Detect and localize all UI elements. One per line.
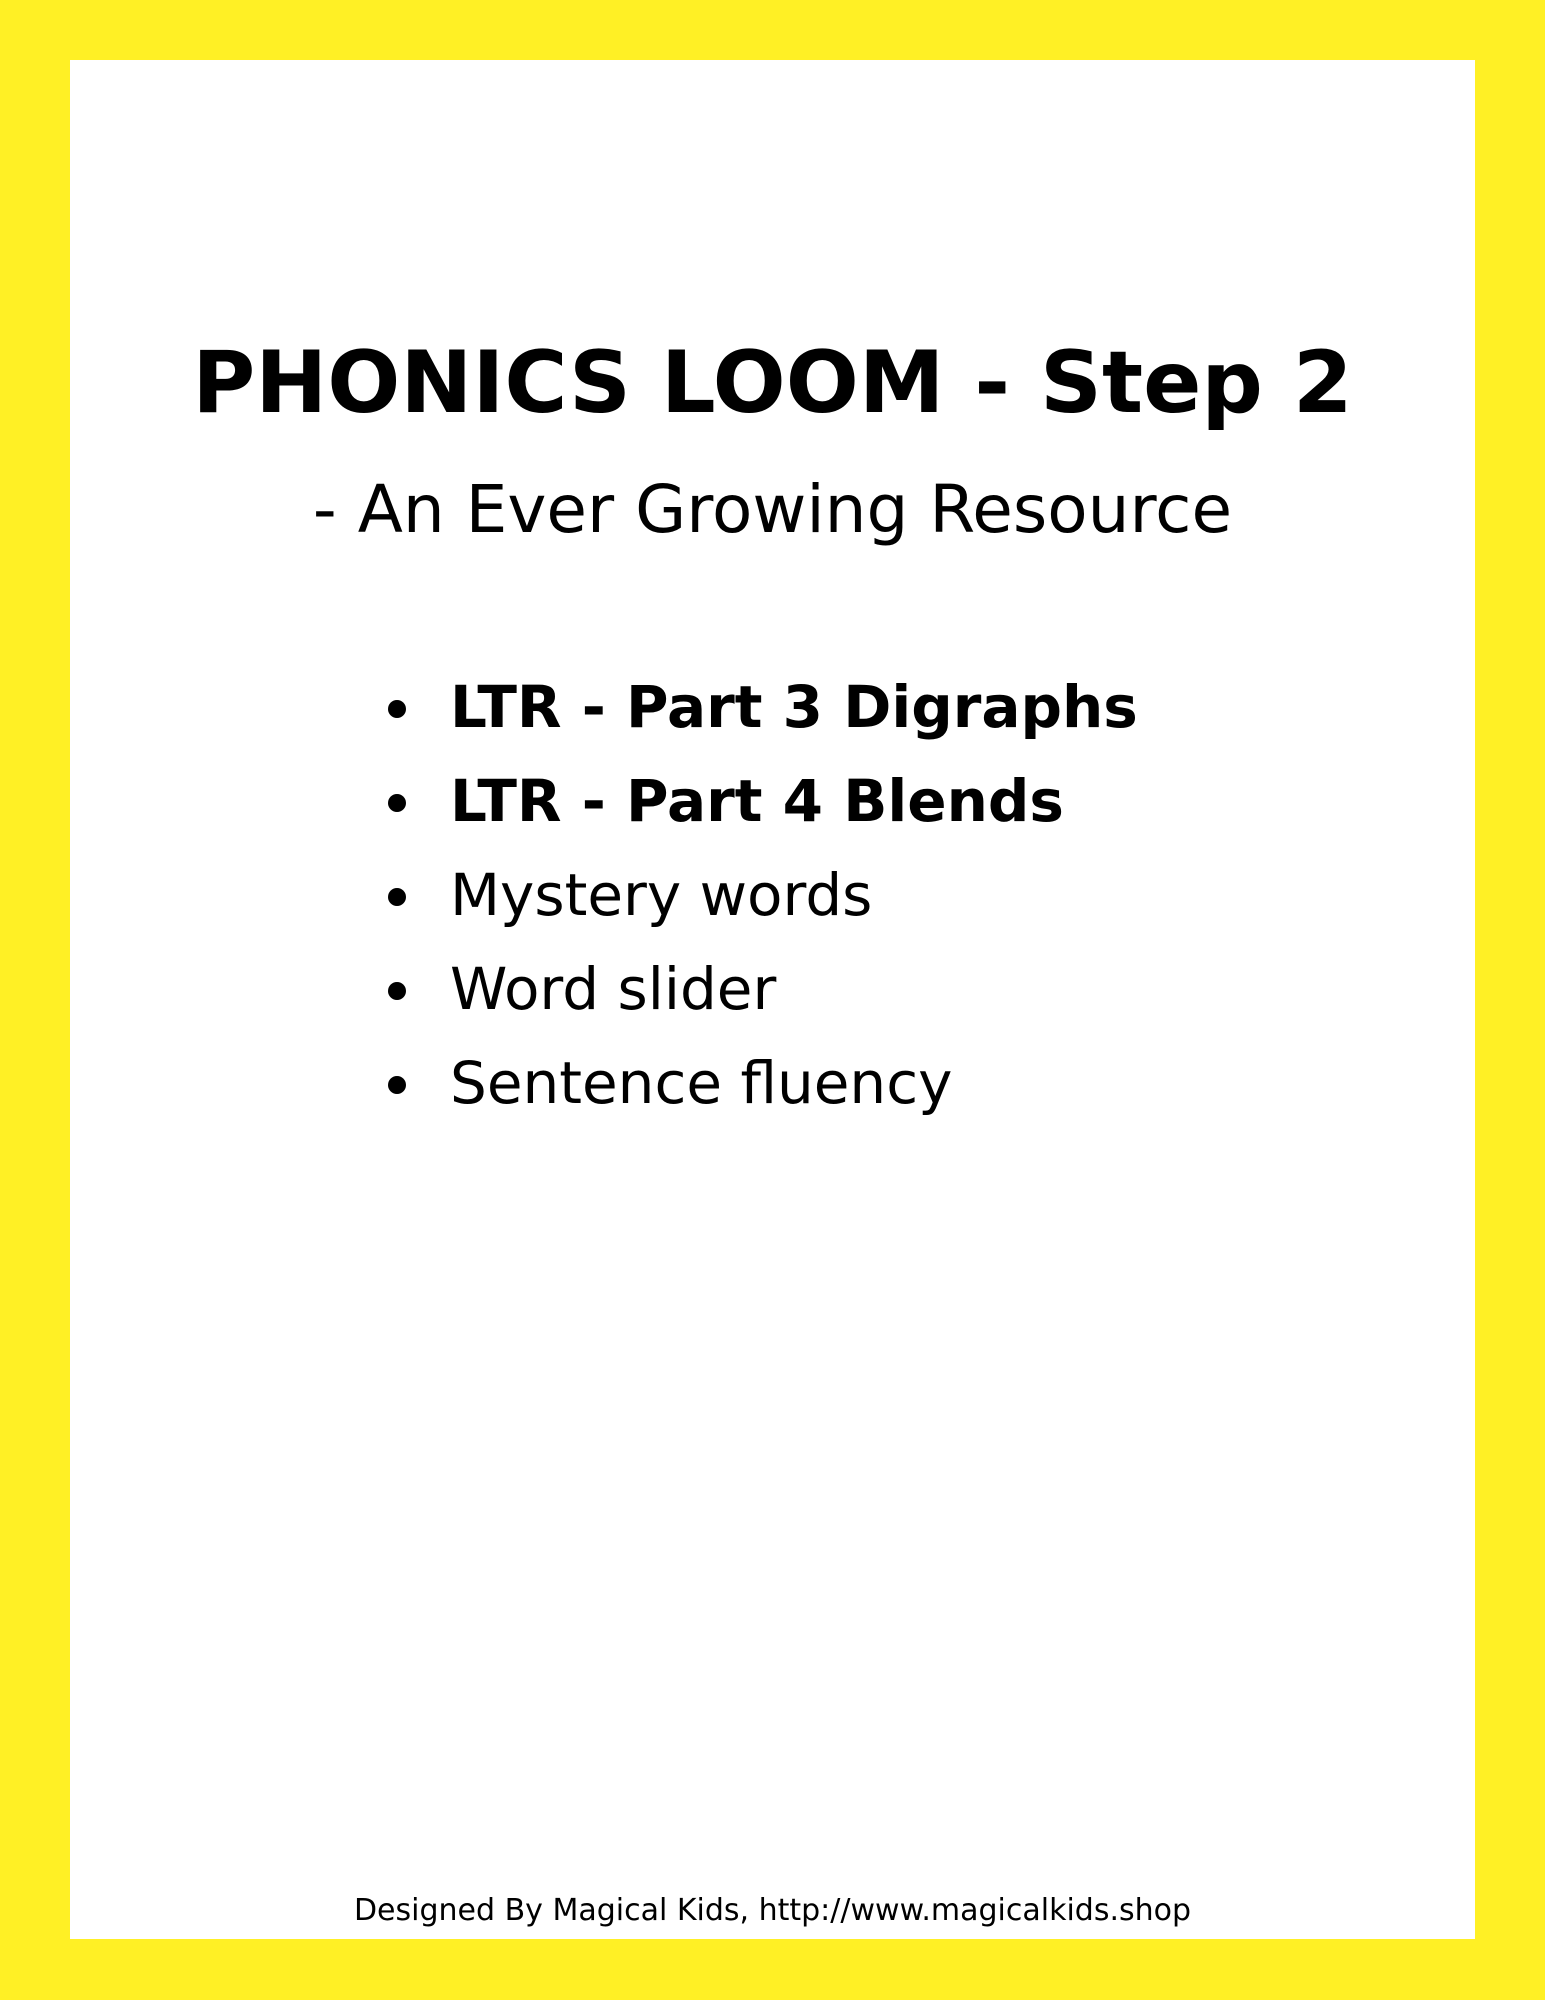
feature-label: LTR - Part 3 Digraphs <box>450 673 1138 741</box>
feature-list <box>380 660 1138 1130</box>
bullet-icon <box>388 1076 406 1094</box>
list-item <box>380 1036 1138 1130</box>
bullet-icon <box>388 700 406 718</box>
content-page <box>70 60 1475 1939</box>
page-title: PHONICS LOOM - Step 2 <box>192 333 1353 433</box>
list-item <box>380 754 1138 848</box>
list-item <box>380 942 1138 1036</box>
footer-credit: Designed By Magical Kids, http://www.magicalkids.shop <box>353 1893 1192 1928</box>
feature-label: Mystery words <box>450 861 873 929</box>
list-item <box>380 660 1138 754</box>
bullet-icon <box>388 794 406 812</box>
feature-label: Sentence fluency <box>450 1049 953 1117</box>
list-item <box>380 848 1138 942</box>
feature-label: LTR - Part 4 Blends <box>450 767 1064 835</box>
feature-label: Word slider <box>450 955 777 1023</box>
bullet-icon <box>388 982 406 1000</box>
page-subtitle: - An Ever Growing Resource <box>312 471 1233 548</box>
bullet-icon <box>388 888 406 906</box>
